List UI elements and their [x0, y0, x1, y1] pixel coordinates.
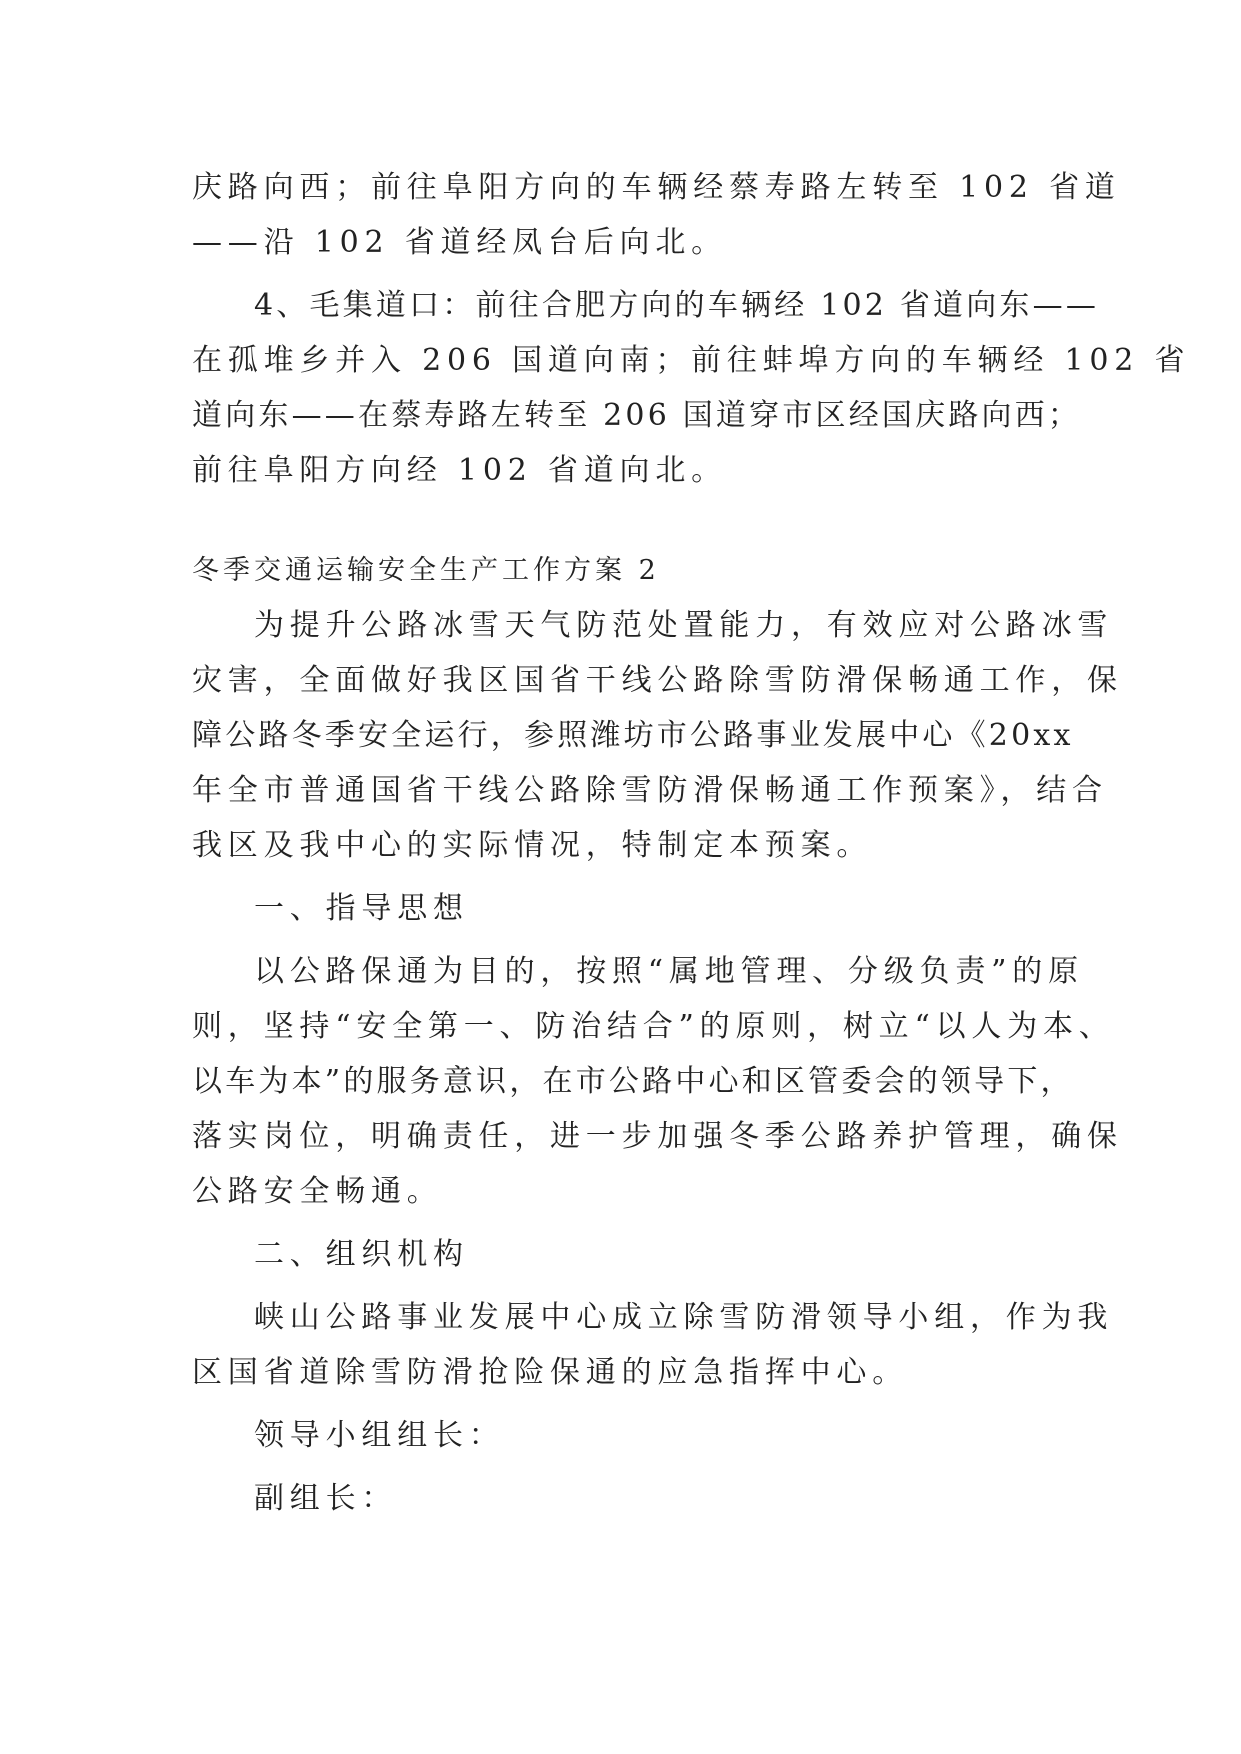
paragraph-line: ——沿 102 省道经凤台后向北。	[192, 225, 727, 260]
document-body	[192, 160, 1191, 1526]
paragraph-line: 公路安全畅通。	[192, 1174, 443, 1209]
heading-organization: 二、组织机构	[254, 1237, 469, 1272]
paragraph-line: 道向东——在蔡寿路左转至 206 国道穿市区经国庆路向西；	[192, 398, 1082, 433]
paragraph-line: 4、毛集道口：前往合肥方向的车辆经 102 省道向东——	[254, 288, 1100, 323]
paragraph-line: 我区及我中心的实际情况，特制定本预案。	[192, 828, 873, 863]
paragraph-line: 落实岗位，明确责任，进一步加强冬季公路养护管理，确保	[192, 1119, 1123, 1154]
paragraph-line: 以公路保通为目的，按照“属地管理、分级负责”的原	[254, 954, 1084, 989]
paragraph-line: 峡山公路事业发展中心成立除雪防滑领导小组，作为我	[254, 1300, 1114, 1335]
section-title: 冬季交通运输安全生产工作方案 2	[192, 555, 660, 586]
paragraph-line: 在孤堆乡并入 206 国道向南；前往蚌埠方向的车辆经 102 省	[192, 343, 1191, 378]
heading-guiding-ideology: 一、指导思想	[254, 891, 469, 926]
paragraph-line: 则，坚持“安全第一、防治结合”的原则，树立“以人为本、	[192, 1009, 1115, 1044]
paragraph-line: 灾害，全面做好我区国省干线公路除雪防滑保畅通工作，保	[192, 663, 1123, 698]
paragraph-line: 前往阜阳方向经 102 省道向北。	[192, 453, 727, 488]
paragraph-line: 障公路冬季安全运行，参照潍坊市公路事业发展中心《20xx	[192, 718, 1074, 753]
deputy-label: 副组长：	[254, 1481, 398, 1516]
paragraph-line: 庆路向西；前往阜阳方向的车辆经蔡寿路左转至 102 省道	[192, 170, 1121, 205]
leader-label: 领导小组组长：	[254, 1418, 505, 1453]
paragraph-line: 区国省道除雪防滑抢险保通的应急指挥中心。	[192, 1355, 908, 1390]
paragraph-line: 为提升公路冰雪天气防范处置能力，有效应对公路冰雪	[254, 608, 1114, 643]
paragraph-line: 年全市普通国省干线公路除雪防滑保畅通工作预案》，结合	[192, 773, 1108, 808]
paragraph-line: 以车为本”的服务意识，在市公路中心和区管委会的领导下，	[192, 1064, 1074, 1099]
